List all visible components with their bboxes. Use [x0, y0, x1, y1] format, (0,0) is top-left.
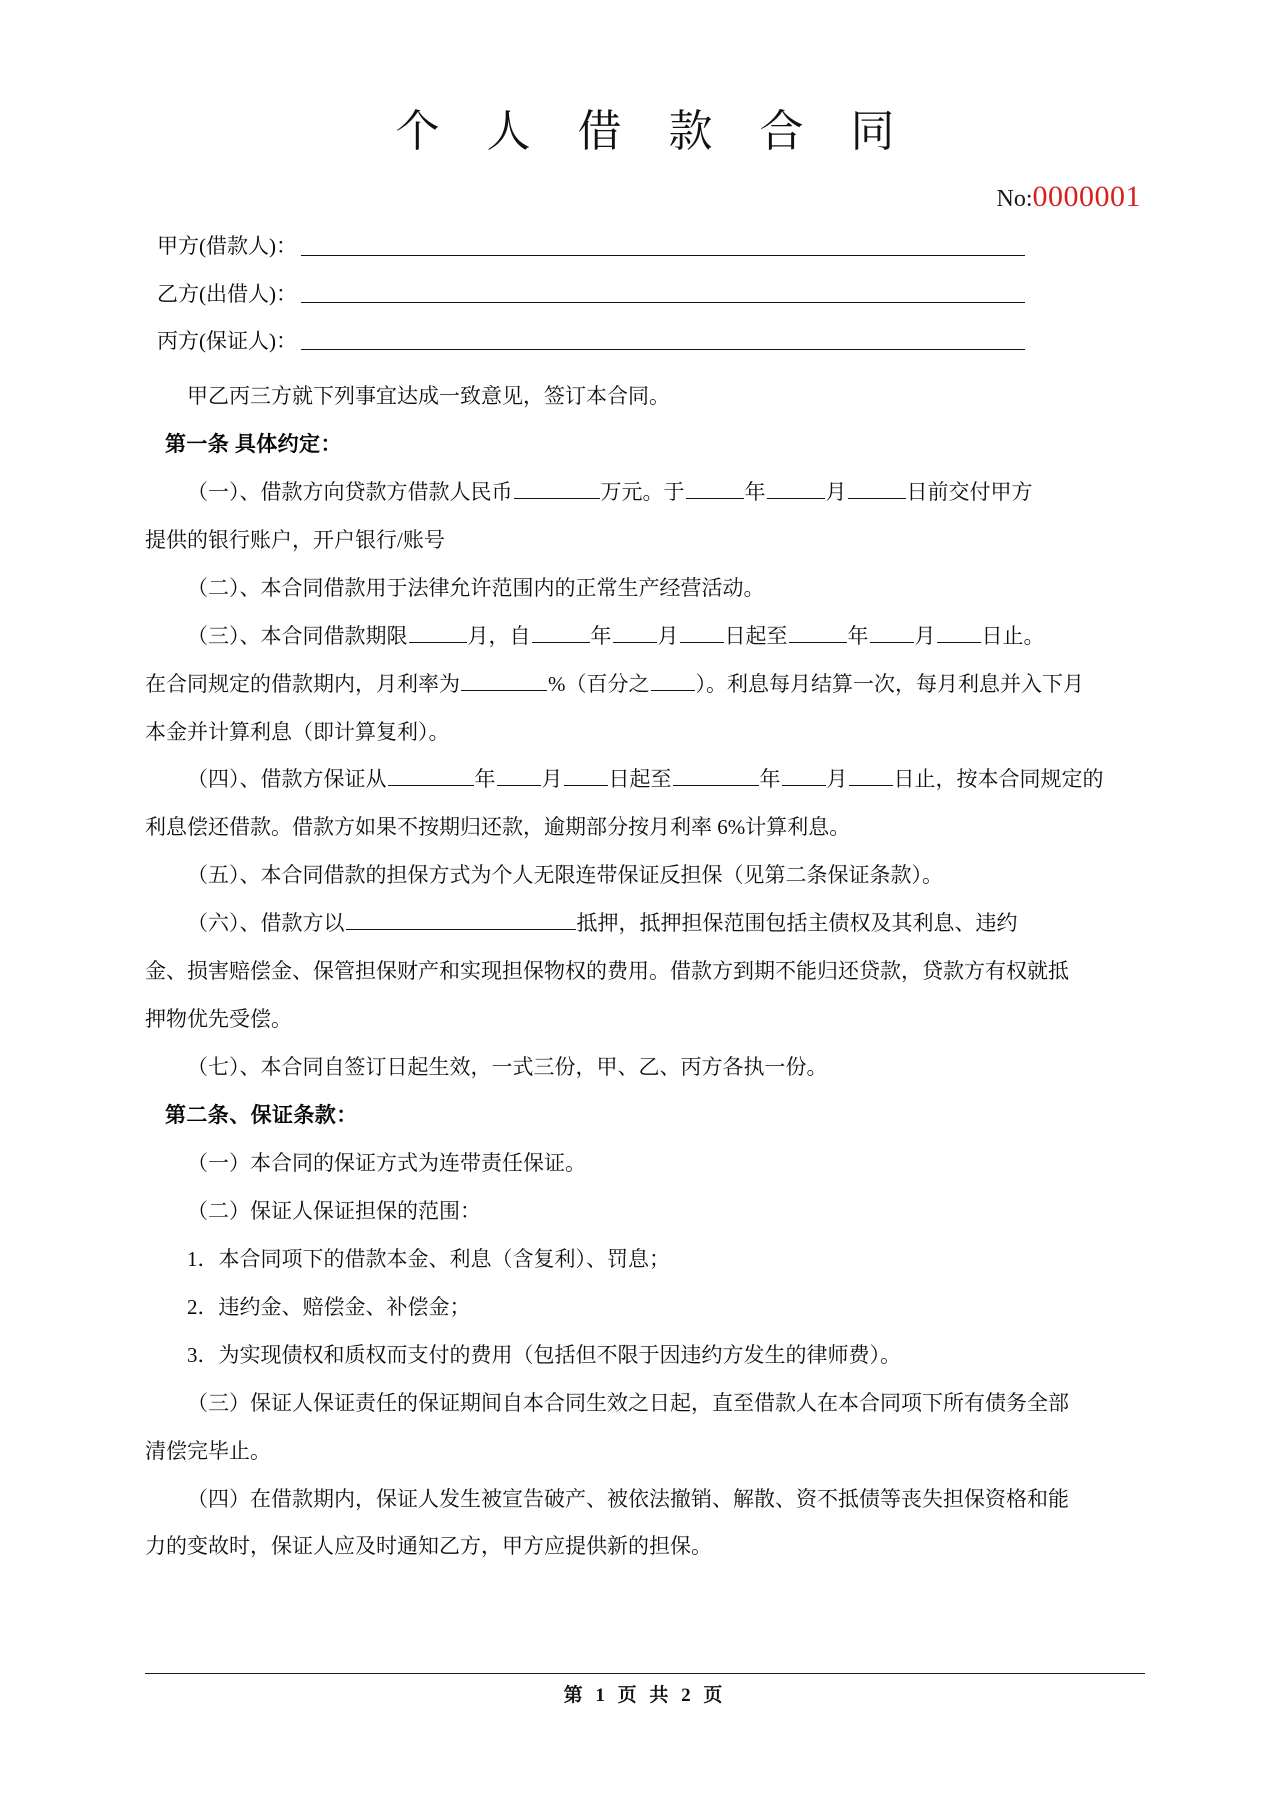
- clause-1-4-text-a: （四）、借款方保证从: [187, 767, 387, 792]
- collateral-blank[interactable]: [346, 909, 576, 930]
- clause-2-2-item-3: 3．为实现债权和质权而支付的费用（包括但不限于因违约方发生的律师费）。: [187, 1342, 901, 1367]
- clause-1-2: （二）、本合同借款用于法律允许范围内的正常生产经营活动。: [187, 575, 765, 600]
- clause-1-1-text-a: （一）、借款方向贷款方借款人民币: [187, 479, 513, 504]
- clause-1-1-text-c: 年: [744, 479, 766, 504]
- end-year-blank[interactable]: [789, 622, 847, 643]
- clause-1-7: （七）、本合同自签订日起生效，一式三份，甲、乙、丙方各执一份。: [187, 1055, 828, 1080]
- repay-start-day-blank[interactable]: [564, 766, 608, 787]
- clause-1-4-text-f: 月: [826, 767, 848, 792]
- party-label-borrower: 甲方(借款人)：: [157, 234, 297, 259]
- repay-end-day-blank[interactable]: [849, 766, 893, 787]
- party-label-guarantor: 丙方(保证人)：: [157, 328, 297, 353]
- clause-1-3-text-a: （三）、本合同借款期限: [187, 623, 408, 648]
- serial-number-value: 0000001: [1032, 180, 1141, 214]
- year-blank-1[interactable]: [686, 478, 744, 499]
- clause-1-3-text-h: 日止。: [981, 623, 1045, 648]
- party-input-borrower[interactable]: [301, 254, 1025, 256]
- party-line-borrower: [145, 234, 1145, 259]
- clause-1-1-text-e: 日前交付甲方: [906, 479, 1033, 504]
- monthly-rate-blank[interactable]: [461, 670, 547, 691]
- clause-1-4-text-g: 日止，按本合同规定的: [893, 767, 1104, 792]
- page-title: 个 人 借 款 合 同: [395, 107, 913, 156]
- serial-number-label: No:: [996, 186, 1033, 213]
- start-year-blank[interactable]: [532, 622, 590, 643]
- rate-percent-blank[interactable]: [651, 670, 695, 691]
- clause-2-4-line1: （四）在借款期内，保证人发生被宣告破产、被依法撤销、解散、资不抵债等丧失担保资格和能: [187, 1486, 1069, 1511]
- party-label-lender: 乙方(出借人)：: [157, 281, 297, 306]
- clause-1-1: [145, 472, 1145, 513]
- party-line-lender: [145, 282, 1145, 307]
- repay-start-year-blank[interactable]: [388, 766, 474, 787]
- party-input-lender[interactable]: [301, 301, 1025, 303]
- serial-number-row: [145, 182, 1145, 212]
- clause-1-4-text-d: 日起至: [608, 767, 672, 792]
- clause-1-3-line2-text-c: ）。利息每月结算一次，每月利息并入下月: [695, 671, 1084, 696]
- clause-2-2-item-2: 2．违约金、赔偿金、补偿金；: [187, 1294, 471, 1319]
- clause-1-3-text-f: 年: [847, 623, 869, 648]
- clause-2-1: （一）本合同的保证方式为连带责任保证。: [187, 1150, 586, 1175]
- clause-1-4-text-e: 年: [759, 767, 781, 792]
- clause-1-3-text-b: 月，自: [467, 623, 531, 648]
- repay-end-month-blank[interactable]: [782, 766, 826, 787]
- clause-1-3-text-e: 日起至: [724, 623, 788, 648]
- page-footer: [145, 1673, 1145, 1707]
- clause-1-3-text-d: 月: [657, 623, 679, 648]
- section-two-heading: 第二条、保证条款：: [165, 1103, 358, 1128]
- section-one-heading: 第一条 具体约定：: [165, 431, 342, 456]
- clause-2-3-line1: （三）保证人保证责任的保证期间自本合同生效之日起，直至借款人在本合同项下所有债务全部: [187, 1390, 1069, 1415]
- clause-1-6-line3: 押物优先受偿。: [145, 1007, 292, 1032]
- clause-1-3-line2: [145, 664, 1145, 705]
- clause-1-4-text-b: 年: [474, 767, 496, 792]
- clause-1-6-text-a: （六）、借款方以: [187, 911, 345, 936]
- clause-1-6-line2: 金、损害赔偿金、保管担保财产和实现担保物权的费用。借款方到期不能归还贷款，贷款方有权就抵: [145, 959, 1069, 984]
- clause-1-3-line3: 本金并计算利息（即计算复利）。: [145, 719, 450, 744]
- day-blank-1[interactable]: [848, 478, 906, 499]
- footer-divider: [145, 1673, 1145, 1674]
- clause-1-1-text-b: 万元。于: [600, 479, 685, 504]
- clause-1-6-text-b: 抵押，抵押担保范围包括主债权及其利息、违约: [576, 911, 1018, 936]
- start-month-blank[interactable]: [613, 622, 657, 643]
- start-day-blank[interactable]: [680, 622, 724, 643]
- term-months-blank[interactable]: [409, 622, 467, 643]
- clause-1-4: [145, 759, 1145, 800]
- clause-1-4-text-c: 月: [541, 767, 563, 792]
- repay-start-month-blank[interactable]: [497, 766, 541, 787]
- page-indicator: 第 1 页 共 2 页: [563, 1685, 727, 1706]
- clause-1-3-line2-text-b: %（百分之: [548, 671, 650, 696]
- clause-1-4-line2: 利息偿还借款。借款方如果不按期归还款，逾期部分按月利率 6%计算利息。: [145, 815, 851, 840]
- party-block: [145, 234, 1145, 354]
- clause-1-1-continued: 提供的银行账户，开户银行/账号: [145, 527, 445, 552]
- clause-1-3-line2-text-a: 在合同规定的借款期内，月利率为: [145, 671, 460, 696]
- clause-1-3-text-g: 月: [914, 623, 936, 648]
- clause-1-6: [145, 903, 1145, 944]
- intro-paragraph: 甲乙丙三方就下列事宜达成一致意见，签订本合同。: [187, 383, 670, 408]
- clause-2-2-item-1: 1．本合同项下的借款本金、利息（含复利）、罚息；: [187, 1246, 670, 1271]
- amount-blank[interactable]: [514, 478, 600, 499]
- clause-2-2: （二）保证人保证担保的范围：: [187, 1198, 481, 1223]
- party-input-guarantor[interactable]: [301, 348, 1025, 350]
- clause-2-3-line2: 清偿完毕止。: [145, 1438, 271, 1463]
- clause-1-5: （五）、本合同借款的担保方式为个人无限连带保证反担保（见第二条保证条款）。: [187, 863, 943, 888]
- month-blank-1[interactable]: [767, 478, 825, 499]
- end-month-blank[interactable]: [870, 622, 914, 643]
- clause-1-3-text-c: 年: [590, 623, 612, 648]
- repay-end-year-blank[interactable]: [673, 766, 759, 787]
- document-sheet: [145, 0, 1145, 1813]
- party-line-guarantor: [145, 329, 1145, 354]
- clause-1-1-text-d: 月: [825, 479, 847, 504]
- clause-1-3: [145, 616, 1145, 657]
- clause-2-4-line2: 力的变故时，保证人应及时通知乙方，甲方应提供新的担保。: [145, 1534, 712, 1559]
- end-day-blank[interactable]: [937, 622, 981, 643]
